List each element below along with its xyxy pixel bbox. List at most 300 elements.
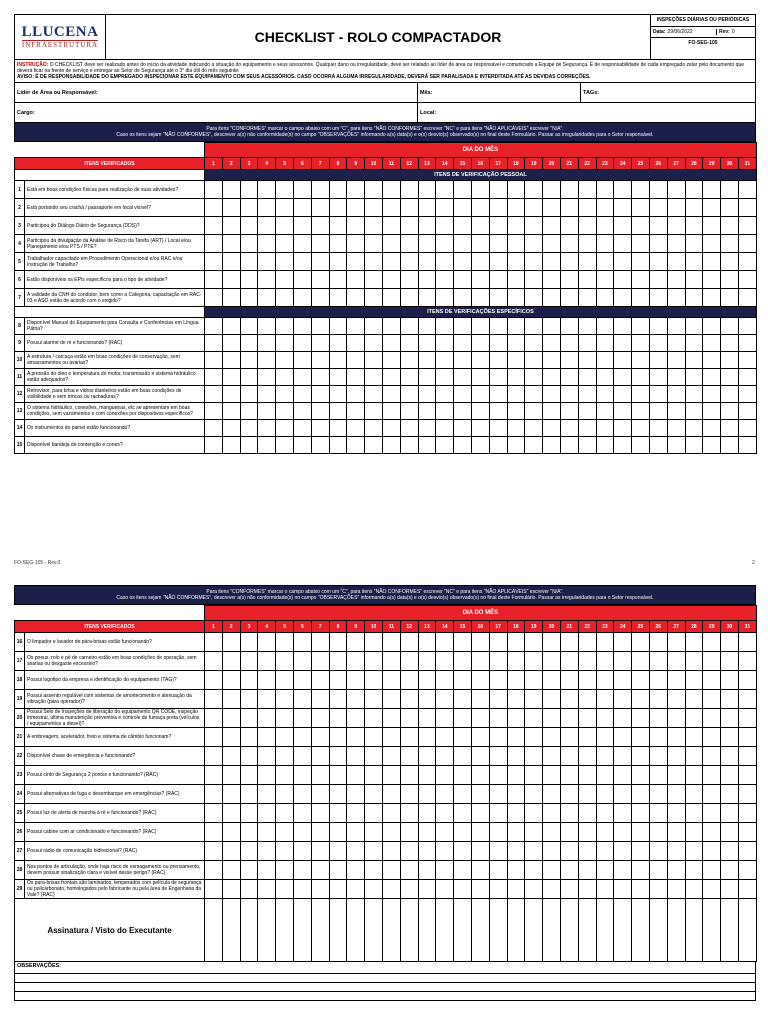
check-cell[interactable] <box>222 253 240 271</box>
check-cell[interactable] <box>311 235 329 253</box>
signature-cell[interactable] <box>382 899 400 962</box>
check-cell[interactable] <box>205 199 223 217</box>
check-cell[interactable] <box>649 181 667 199</box>
check-cell[interactable] <box>311 880 329 899</box>
check-cell[interactable] <box>436 671 454 690</box>
check-cell[interactable] <box>578 671 596 690</box>
check-cell[interactable] <box>418 386 436 403</box>
check-cell[interactable] <box>738 437 756 454</box>
check-cell[interactable] <box>436 289 454 307</box>
check-cell[interactable] <box>400 804 418 823</box>
check-cell[interactable] <box>489 235 507 253</box>
check-cell[interactable] <box>525 652 543 671</box>
check-cell[interactable] <box>471 235 489 253</box>
check-cell[interactable] <box>667 861 685 880</box>
check-cell[interactable] <box>365 271 383 289</box>
check-cell[interactable] <box>560 289 578 307</box>
check-cell[interactable] <box>667 690 685 709</box>
check-cell[interactable] <box>507 420 525 437</box>
check-cell[interactable] <box>329 690 347 709</box>
check-cell[interactable] <box>632 335 650 352</box>
check-cell[interactable] <box>560 437 578 454</box>
check-cell[interactable] <box>543 420 561 437</box>
check-cell[interactable] <box>222 861 240 880</box>
check-cell[interactable] <box>525 766 543 785</box>
check-cell[interactable] <box>614 880 632 899</box>
check-cell[interactable] <box>329 318 347 335</box>
check-cell[interactable] <box>667 352 685 369</box>
check-cell[interactable] <box>525 403 543 420</box>
check-cell[interactable] <box>418 652 436 671</box>
check-cell[interactable] <box>329 352 347 369</box>
check-cell[interactable] <box>258 690 276 709</box>
check-cell[interactable] <box>222 709 240 728</box>
check-cell[interactable] <box>454 728 472 747</box>
check-cell[interactable] <box>400 633 418 652</box>
check-cell[interactable] <box>258 217 276 235</box>
check-cell[interactable] <box>311 747 329 766</box>
check-cell[interactable] <box>578 181 596 199</box>
check-cell[interactable] <box>578 420 596 437</box>
check-cell[interactable] <box>276 235 294 253</box>
check-cell[interactable] <box>418 823 436 842</box>
check-cell[interactable] <box>311 842 329 861</box>
check-cell[interactable] <box>738 318 756 335</box>
check-cell[interactable] <box>685 785 703 804</box>
check-cell[interactable] <box>205 880 223 899</box>
check-cell[interactable] <box>240 199 258 217</box>
check-cell[interactable] <box>738 823 756 842</box>
check-cell[interactable] <box>507 633 525 652</box>
lider-field[interactable]: Líder de Área ou Responsável: <box>15 83 418 102</box>
check-cell[interactable] <box>436 880 454 899</box>
check-cell[interactable] <box>685 690 703 709</box>
check-cell[interactable] <box>632 217 650 235</box>
check-cell[interactable] <box>667 728 685 747</box>
check-cell[interactable] <box>596 352 614 369</box>
check-cell[interactable] <box>649 728 667 747</box>
check-cell[interactable] <box>667 403 685 420</box>
check-cell[interactable] <box>489 437 507 454</box>
check-cell[interactable] <box>578 766 596 785</box>
check-cell[interactable] <box>436 403 454 420</box>
check-cell[interactable] <box>525 728 543 747</box>
check-cell[interactable] <box>311 386 329 403</box>
check-cell[interactable] <box>543 690 561 709</box>
check-cell[interactable] <box>543 217 561 235</box>
check-cell[interactable] <box>454 880 472 899</box>
check-cell[interactable] <box>596 420 614 437</box>
check-cell[interactable] <box>525 880 543 899</box>
check-cell[interactable] <box>543 785 561 804</box>
check-cell[interactable] <box>578 880 596 899</box>
check-cell[interactable] <box>400 437 418 454</box>
check-cell[interactable] <box>329 253 347 271</box>
check-cell[interactable] <box>205 766 223 785</box>
check-cell[interactable] <box>614 785 632 804</box>
check-cell[interactable] <box>578 253 596 271</box>
check-cell[interactable] <box>418 880 436 899</box>
check-cell[interactable] <box>471 728 489 747</box>
check-cell[interactable] <box>293 842 311 861</box>
check-cell[interactable] <box>400 861 418 880</box>
check-cell[interactable] <box>311 785 329 804</box>
check-cell[interactable] <box>507 671 525 690</box>
check-cell[interactable] <box>721 403 739 420</box>
check-cell[interactable] <box>347 253 365 271</box>
check-cell[interactable] <box>471 861 489 880</box>
check-cell[interactable] <box>738 253 756 271</box>
check-cell[interactable] <box>667 253 685 271</box>
check-cell[interactable] <box>293 437 311 454</box>
check-cell[interactable] <box>703 253 721 271</box>
check-cell[interactable] <box>703 181 721 199</box>
signature-cell[interactable] <box>293 899 311 962</box>
check-cell[interactable] <box>649 823 667 842</box>
check-cell[interactable] <box>614 420 632 437</box>
check-cell[interactable] <box>311 633 329 652</box>
check-cell[interactable] <box>454 369 472 386</box>
check-cell[interactable] <box>276 690 294 709</box>
signature-cell[interactable] <box>240 899 258 962</box>
check-cell[interactable] <box>258 386 276 403</box>
check-cell[interactable] <box>543 747 561 766</box>
check-cell[interactable] <box>703 861 721 880</box>
check-cell[interactable] <box>578 437 596 454</box>
check-cell[interactable] <box>276 633 294 652</box>
check-cell[interactable] <box>365 369 383 386</box>
check-cell[interactable] <box>596 181 614 199</box>
check-cell[interactable] <box>667 804 685 823</box>
check-cell[interactable] <box>471 671 489 690</box>
check-cell[interactable] <box>454 217 472 235</box>
check-cell[interactable] <box>222 335 240 352</box>
check-cell[interactable] <box>560 420 578 437</box>
check-cell[interactable] <box>721 709 739 728</box>
check-cell[interactable] <box>471 652 489 671</box>
check-cell[interactable] <box>436 271 454 289</box>
check-cell[interactable] <box>685 369 703 386</box>
check-cell[interactable] <box>400 181 418 199</box>
check-cell[interactable] <box>649 766 667 785</box>
check-cell[interactable] <box>614 253 632 271</box>
check-cell[interactable] <box>614 633 632 652</box>
check-cell[interactable] <box>471 289 489 307</box>
check-cell[interactable] <box>578 235 596 253</box>
check-cell[interactable] <box>596 253 614 271</box>
check-cell[interactable] <box>649 253 667 271</box>
check-cell[interactable] <box>400 369 418 386</box>
check-cell[interactable] <box>721 861 739 880</box>
check-cell[interactable] <box>293 652 311 671</box>
signature-cell[interactable] <box>507 899 525 962</box>
check-cell[interactable] <box>543 289 561 307</box>
check-cell[interactable] <box>329 804 347 823</box>
check-cell[interactable] <box>489 289 507 307</box>
check-cell[interactable] <box>276 181 294 199</box>
check-cell[interactable] <box>649 199 667 217</box>
check-cell[interactable] <box>614 690 632 709</box>
check-cell[interactable] <box>507 880 525 899</box>
check-cell[interactable] <box>240 842 258 861</box>
check-cell[interactable] <box>347 671 365 690</box>
check-cell[interactable] <box>222 420 240 437</box>
check-cell[interactable] <box>418 352 436 369</box>
check-cell[interactable] <box>578 199 596 217</box>
check-cell[interactable] <box>632 289 650 307</box>
check-cell[interactable] <box>667 271 685 289</box>
check-cell[interactable] <box>507 318 525 335</box>
check-cell[interactable] <box>382 335 400 352</box>
check-cell[interactable] <box>560 352 578 369</box>
check-cell[interactable] <box>703 671 721 690</box>
check-cell[interactable] <box>596 842 614 861</box>
check-cell[interactable] <box>507 785 525 804</box>
check-cell[interactable] <box>258 335 276 352</box>
check-cell[interactable] <box>347 386 365 403</box>
check-cell[interactable] <box>205 785 223 804</box>
check-cell[interactable] <box>240 766 258 785</box>
check-cell[interactable] <box>596 437 614 454</box>
check-cell[interactable] <box>525 785 543 804</box>
check-cell[interactable] <box>721 766 739 785</box>
check-cell[interactable] <box>560 386 578 403</box>
check-cell[interactable] <box>205 728 223 747</box>
check-cell[interactable] <box>365 403 383 420</box>
check-cell[interactable] <box>649 690 667 709</box>
check-cell[interactable] <box>276 403 294 420</box>
check-cell[interactable] <box>667 217 685 235</box>
check-cell[interactable] <box>382 369 400 386</box>
check-cell[interactable] <box>418 289 436 307</box>
check-cell[interactable] <box>614 235 632 253</box>
check-cell[interactable] <box>347 437 365 454</box>
check-cell[interactable] <box>454 766 472 785</box>
check-cell[interactable] <box>525 335 543 352</box>
check-cell[interactable] <box>436 861 454 880</box>
check-cell[interactable] <box>721 318 739 335</box>
check-cell[interactable] <box>471 880 489 899</box>
check-cell[interactable] <box>365 420 383 437</box>
check-cell[interactable] <box>738 690 756 709</box>
check-cell[interactable] <box>489 633 507 652</box>
check-cell[interactable] <box>667 747 685 766</box>
check-cell[interactable] <box>240 437 258 454</box>
check-cell[interactable] <box>276 880 294 899</box>
check-cell[interactable] <box>276 861 294 880</box>
check-cell[interactable] <box>632 352 650 369</box>
check-cell[interactable] <box>400 403 418 420</box>
check-cell[interactable] <box>329 823 347 842</box>
check-cell[interactable] <box>543 709 561 728</box>
check-cell[interactable] <box>703 369 721 386</box>
check-cell[interactable] <box>400 420 418 437</box>
check-cell[interactable] <box>329 271 347 289</box>
check-cell[interactable] <box>400 652 418 671</box>
check-cell[interactable] <box>365 861 383 880</box>
check-cell[interactable] <box>649 633 667 652</box>
check-cell[interactable] <box>365 633 383 652</box>
check-cell[interactable] <box>703 352 721 369</box>
check-cell[interactable] <box>543 369 561 386</box>
check-cell[interactable] <box>685 386 703 403</box>
check-cell[interactable] <box>205 690 223 709</box>
check-cell[interactable] <box>276 199 294 217</box>
check-cell[interactable] <box>738 386 756 403</box>
check-cell[interactable] <box>240 318 258 335</box>
check-cell[interactable] <box>685 253 703 271</box>
check-cell[interactable] <box>703 766 721 785</box>
check-cell[interactable] <box>471 420 489 437</box>
check-cell[interactable] <box>632 420 650 437</box>
check-cell[interactable] <box>258 842 276 861</box>
check-cell[interactable] <box>507 352 525 369</box>
check-cell[interactable] <box>738 235 756 253</box>
check-cell[interactable] <box>721 728 739 747</box>
check-cell[interactable] <box>614 861 632 880</box>
check-cell[interactable] <box>222 181 240 199</box>
check-cell[interactable] <box>649 785 667 804</box>
check-cell[interactable] <box>614 181 632 199</box>
tags-field[interactable]: TAGs: <box>583 89 600 96</box>
check-cell[interactable] <box>560 271 578 289</box>
signature-cell[interactable] <box>543 899 561 962</box>
check-cell[interactable] <box>525 747 543 766</box>
check-cell[interactable] <box>525 842 543 861</box>
signature-cell[interactable] <box>258 899 276 962</box>
check-cell[interactable] <box>685 217 703 235</box>
check-cell[interactable] <box>649 437 667 454</box>
check-cell[interactable] <box>578 352 596 369</box>
check-cell[interactable] <box>703 289 721 307</box>
check-cell[interactable] <box>560 861 578 880</box>
check-cell[interactable] <box>543 235 561 253</box>
check-cell[interactable] <box>632 271 650 289</box>
check-cell[interactable] <box>222 804 240 823</box>
check-cell[interactable] <box>454 652 472 671</box>
check-cell[interactable] <box>667 335 685 352</box>
check-cell[interactable] <box>721 352 739 369</box>
check-cell[interactable] <box>649 842 667 861</box>
check-cell[interactable] <box>418 403 436 420</box>
check-cell[interactable] <box>543 671 561 690</box>
check-cell[interactable] <box>525 804 543 823</box>
check-cell[interactable] <box>240 880 258 899</box>
check-cell[interactable] <box>525 369 543 386</box>
check-cell[interactable] <box>738 352 756 369</box>
check-cell[interactable] <box>614 804 632 823</box>
check-cell[interactable] <box>311 652 329 671</box>
check-cell[interactable] <box>436 842 454 861</box>
check-cell[interactable] <box>436 709 454 728</box>
check-cell[interactable] <box>311 318 329 335</box>
check-cell[interactable] <box>667 823 685 842</box>
check-cell[interactable] <box>222 369 240 386</box>
check-cell[interactable] <box>721 880 739 899</box>
check-cell[interactable] <box>738 709 756 728</box>
check-cell[interactable] <box>222 652 240 671</box>
check-cell[interactable] <box>667 842 685 861</box>
check-cell[interactable] <box>293 335 311 352</box>
check-cell[interactable] <box>507 728 525 747</box>
check-cell[interactable] <box>365 335 383 352</box>
check-cell[interactable] <box>721 842 739 861</box>
check-cell[interactable] <box>471 437 489 454</box>
check-cell[interactable] <box>667 437 685 454</box>
check-cell[interactable] <box>649 271 667 289</box>
check-cell[interactable] <box>685 335 703 352</box>
check-cell[interactable] <box>240 403 258 420</box>
check-cell[interactable] <box>258 747 276 766</box>
check-cell[interactable] <box>222 880 240 899</box>
check-cell[interactable] <box>596 671 614 690</box>
check-cell[interactable] <box>738 420 756 437</box>
check-cell[interactable] <box>347 880 365 899</box>
check-cell[interactable] <box>721 420 739 437</box>
check-cell[interactable] <box>293 747 311 766</box>
check-cell[interactable] <box>276 709 294 728</box>
check-cell[interactable] <box>205 633 223 652</box>
check-cell[interactable] <box>293 199 311 217</box>
check-cell[interactable] <box>347 652 365 671</box>
check-cell[interactable] <box>293 403 311 420</box>
check-cell[interactable] <box>382 271 400 289</box>
check-cell[interactable] <box>525 271 543 289</box>
check-cell[interactable] <box>311 823 329 842</box>
check-cell[interactable] <box>347 804 365 823</box>
check-cell[interactable] <box>205 271 223 289</box>
check-cell[interactable] <box>436 652 454 671</box>
check-cell[interactable] <box>418 766 436 785</box>
check-cell[interactable] <box>365 652 383 671</box>
check-cell[interactable] <box>311 369 329 386</box>
signature-cell[interactable] <box>276 899 294 962</box>
check-cell[interactable] <box>311 289 329 307</box>
check-cell[interactable] <box>543 352 561 369</box>
check-cell[interactable] <box>258 766 276 785</box>
check-cell[interactable] <box>614 386 632 403</box>
check-cell[interactable] <box>418 437 436 454</box>
check-cell[interactable] <box>276 352 294 369</box>
check-cell[interactable] <box>578 804 596 823</box>
check-cell[interactable] <box>205 842 223 861</box>
check-cell[interactable] <box>222 747 240 766</box>
check-cell[interactable] <box>703 633 721 652</box>
check-cell[interactable] <box>240 335 258 352</box>
check-cell[interactable] <box>436 804 454 823</box>
check-cell[interactable] <box>507 403 525 420</box>
check-cell[interactable] <box>721 235 739 253</box>
check-cell[interactable] <box>293 217 311 235</box>
check-cell[interactable] <box>205 217 223 235</box>
check-cell[interactable] <box>703 709 721 728</box>
check-cell[interactable] <box>276 785 294 804</box>
check-cell[interactable] <box>578 823 596 842</box>
check-cell[interactable] <box>347 690 365 709</box>
check-cell[interactable] <box>578 217 596 235</box>
check-cell[interactable] <box>311 253 329 271</box>
check-cell[interactable] <box>205 352 223 369</box>
check-cell[interactable] <box>738 842 756 861</box>
check-cell[interactable] <box>614 318 632 335</box>
signature-cell[interactable] <box>667 899 685 962</box>
signature-cell[interactable] <box>578 899 596 962</box>
check-cell[interactable] <box>703 437 721 454</box>
check-cell[interactable] <box>311 861 329 880</box>
check-cell[interactable] <box>329 652 347 671</box>
check-cell[interactable] <box>311 352 329 369</box>
check-cell[interactable] <box>400 880 418 899</box>
